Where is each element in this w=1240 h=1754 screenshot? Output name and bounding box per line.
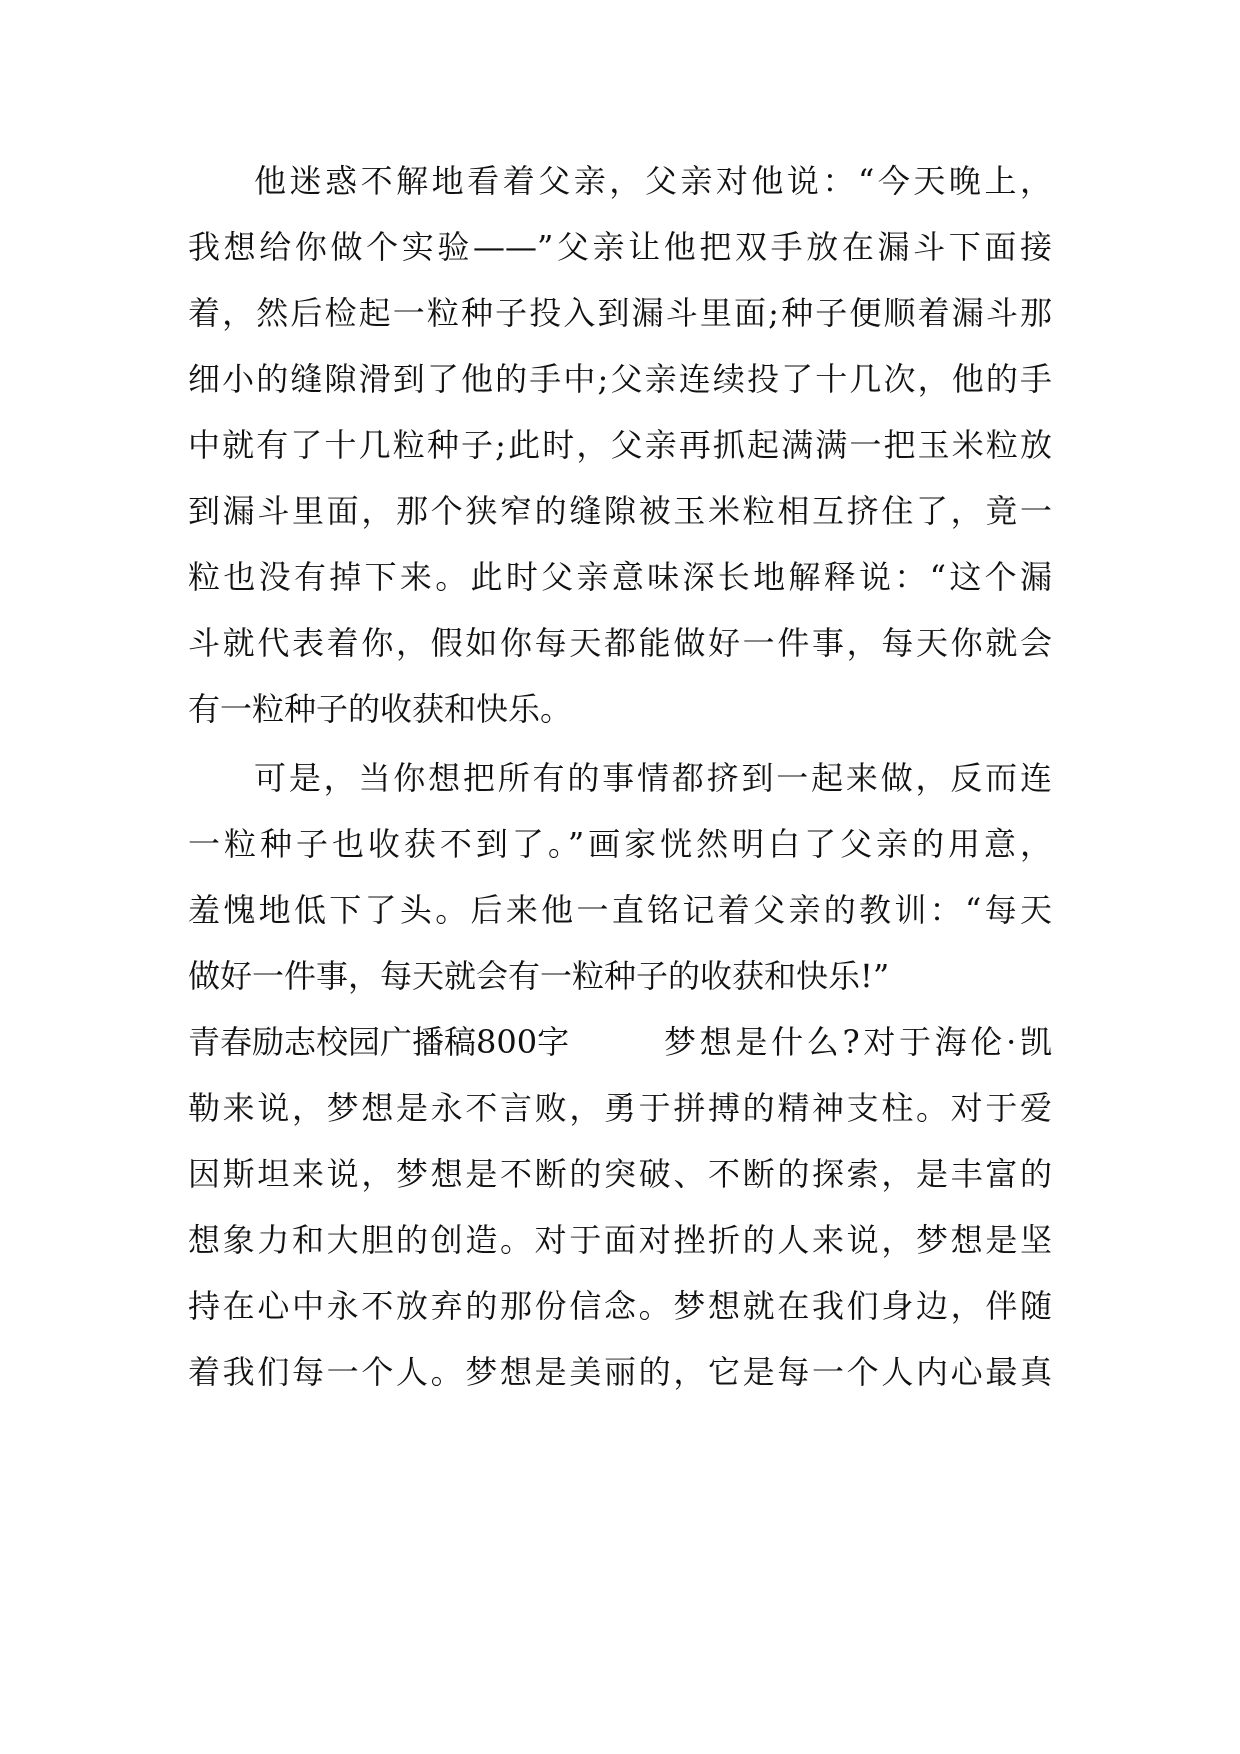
paragraph-2-line-4: 做好一件事，每天就会有一粒种子的收获和快乐!” bbox=[188, 957, 890, 995]
paragraph-1-line-6: 到漏斗里面，那个狭窄的缝隙被玉米粒相互挤住了，竟一 bbox=[188, 492, 1052, 530]
paragraph-3-line-6: 着我们每一个人。梦想是美丽的，它是每一个人内心最真 bbox=[188, 1353, 1052, 1391]
paragraph-1-line-8: 斗就代表着你，假如你每天都能做好一件事，每天你就会 bbox=[188, 624, 1052, 662]
paragraph-1-line-1: 他迷惑不解地看着父亲，父亲对他说：“今天晚上， bbox=[254, 162, 1052, 200]
article-title: 青春励志校园广播稿800字 bbox=[188, 1023, 570, 1061]
paragraph-3-line-5: 持在心中永不放弃的那份信念。梦想就在我们身边，伴随 bbox=[188, 1287, 1052, 1325]
paragraph-3-line-1: 梦想是什么?对于海伦·凯 bbox=[664, 1023, 1052, 1061]
paragraph-1-line-3: 着，然后检起一粒种子投入到漏斗里面;种子便顺着漏斗那 bbox=[188, 294, 1052, 332]
paragraph-1-line-5: 中就有了十几粒种子;此时，父亲再抓起满满一把玉米粒放 bbox=[188, 426, 1052, 464]
paragraph-1-line-9: 有一粒种子的收获和快乐。 bbox=[188, 690, 573, 728]
paragraph-1-line-7: 粒也没有掉下来。此时父亲意味深长地解释说：“这个漏 bbox=[188, 558, 1052, 596]
paragraph-2-line-3: 羞愧地低下了头。后来他一直铭记着父亲的教训：“每天 bbox=[188, 891, 1052, 929]
paragraph-2-line-2: 一粒种子也收获不到了。”画家恍然明白了父亲的用意， bbox=[188, 825, 1052, 863]
paragraph-2-line-1: 可是，当你想把所有的事情都挤到一起来做，反而连 bbox=[254, 759, 1052, 797]
paragraph-3-line-2: 勒来说，梦想是永不言败，勇于拼搏的精神支柱。对于爱 bbox=[188, 1089, 1052, 1127]
paragraph-3-line-3: 因斯坦来说，梦想是不断的突破、不断的探索，是丰富的 bbox=[188, 1155, 1052, 1193]
paragraph-3-line-4: 想象力和大胆的创造。对于面对挫折的人来说，梦想是坚 bbox=[188, 1221, 1052, 1259]
paragraph-1-line-4: 细小的缝隙滑到了他的手中;父亲连续投了十几次，他的手 bbox=[188, 360, 1052, 398]
paragraph-1-line-2: 我想给你做个实验——”父亲让他把双手放在漏斗下面接 bbox=[188, 228, 1052, 266]
